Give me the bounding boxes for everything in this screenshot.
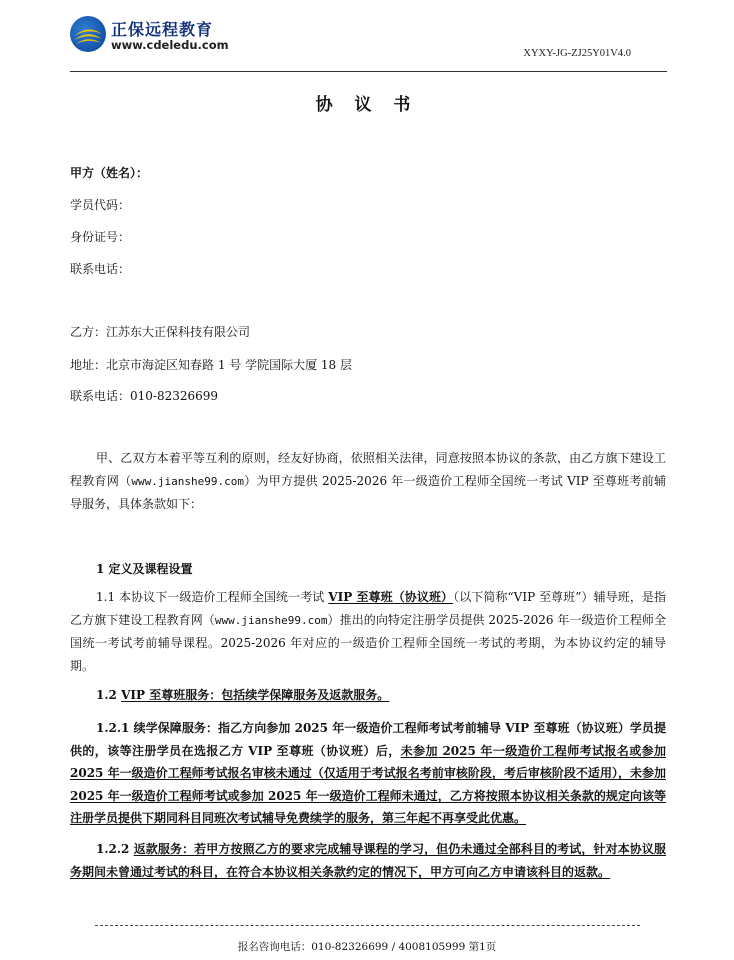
party-a-phone-label: 联系电话： [70, 262, 131, 276]
clause-1-2-text: VIP 至尊班服务：包括续学保障服务及返款服务。 [121, 688, 390, 702]
clause-1-2 [70, 684, 666, 707]
clause-1-2-1-underlined: 未参加 2025 年一级造价工程师考试报名或参加 2025 年一级造价工程师考试报名审核未通过（仅适用于考试报名考前审核阶段，考后审核阶段不适用），未参加 2025 年一级造价工程师考试或参加 2025 年一级造价工程师未通过，乙方将按照本协议相关条款的规定向该等注册学员提供下期同科目同班次考试辅导免费续学的服务，第三年起不再享受此优惠。 [70, 743, 666, 825]
page-title: 协 议 书 [315, 95, 419, 115]
intro-website: www.jianshe99.com [131, 474, 244, 488]
party-b-name: 乙方：江苏东大正保科技有限公司 [70, 325, 251, 339]
id-number-label: 身份证号： [70, 230, 131, 244]
clause-1-1-course-name: VIP 至尊班（协议班） [328, 590, 454, 604]
document-code: XYXY-JG-ZJ25Y01V4.0 [523, 48, 631, 59]
intro-paragraph [70, 447, 666, 516]
clause-1-2-prefix: 1.2 [96, 688, 122, 702]
clause-1-2-2-prefix: 1.2.2 [96, 842, 134, 856]
company-logo [70, 16, 106, 52]
clause-1-1 [70, 586, 666, 677]
party-b-phone: 联系电话：010-82326699 [70, 389, 219, 403]
clause-1-1-middle: （以下简称“VIP 至尊班”）辅导班，是指乙方旗下建设工程教育网（ [70, 590, 666, 627]
intro-text-1: 甲、乙双方本着平等互利的原则，经友好协商，依照相关法律，同意按照本协议的条款，由乙方旗下建设工程教育网（ [70, 451, 666, 488]
clause-1-1-prefix: 1.1 本协议下一级造价工程师全国统一考试 [96, 590, 329, 604]
clause-1-2-2-underlined: 返款服务：若甲方按照乙方的要求完成辅导课程的学习，但仍未通过全部科目的考试，针对本协议服务期间未曾通过考试的科目，在符合本协议相关条款约定的情况下，甲方可向乙方申请该科目的返款。 [70, 842, 666, 879]
clause-1-1-suffix: ）推出的向特定注册学员提供 2025-2026 年一级造价工程师全国统一考试考前辅导课程。2025-2026 年对应的一级造价工程师全国统一考试的考期，为本协议约定的辅导期。 [70, 612, 666, 673]
header-divider [70, 71, 667, 72]
page-footer: 报名咨询电话：010-82326699 / 4008105999 第1页 [237, 941, 497, 953]
brand-name: 正保远程教育 [111, 20, 214, 39]
footer-divider [95, 925, 640, 926]
party-a-name-label: 甲方（姓名）： [70, 166, 149, 180]
brand-url: www.cdeledu.com [111, 38, 229, 52]
clause-1-1-website: www.jianshe99.com [214, 613, 328, 627]
student-code-label: 学员代码： [70, 198, 131, 212]
intro-text-2: ）为甲方提供 2025-2026 年一级造价工程师全国统一考试 VIP 至尊班考前辅导服务，具体条款如下： [70, 473, 666, 511]
section-1-heading: 1 定义及课程设置 [96, 562, 193, 576]
party-b-address: 地址：北京市海淀区知春路 1 号 学院国际大厦 18 层 [70, 358, 352, 372]
clause-1-2-1-prefix: 1.2.1 续学保障服务：指乙方向参加 2025 年一级造价工程师考试考前辅导 VIP 至尊班（协议班）学员提供的，该等注册学员在选报乙方 VIP 至尊班（协议班）后， [70, 721, 666, 758]
clause-1-2-2 [70, 838, 666, 883]
clause-1-2-1 [70, 717, 666, 830]
